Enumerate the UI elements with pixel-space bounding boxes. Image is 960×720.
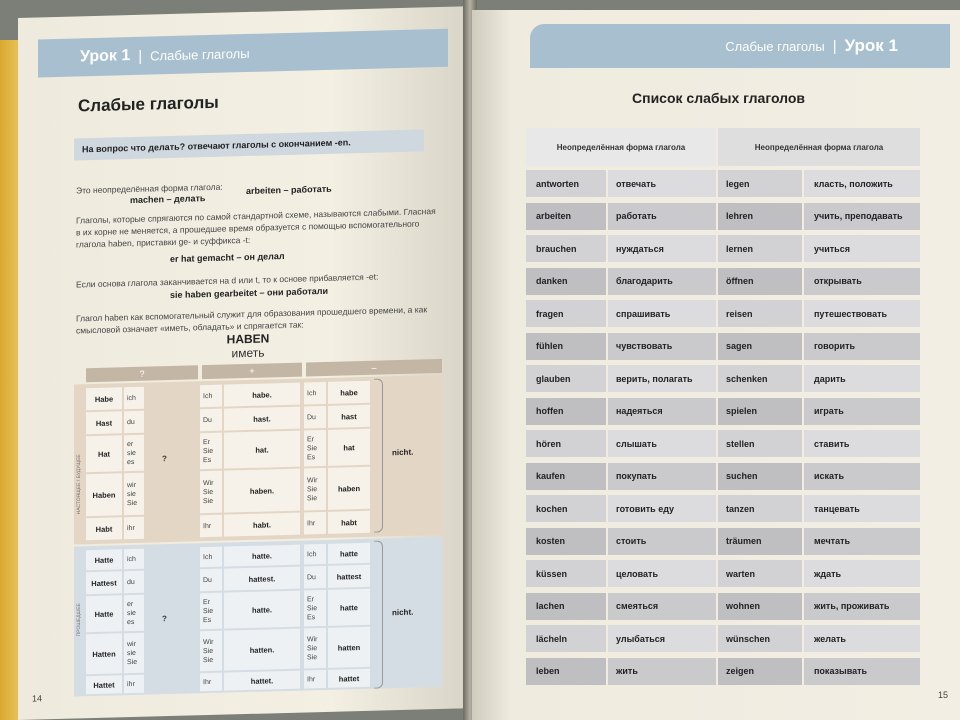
verb-german-2: spielen — [718, 398, 802, 425]
present-negative-pronoun: Ich — [304, 382, 326, 405]
verb-german: kosten — [526, 528, 606, 555]
verb-german: fragen — [526, 300, 606, 327]
past-positive-pronoun: Ich — [200, 547, 222, 568]
present-positive-pronoun: Er Sie Es — [200, 433, 222, 470]
example-machen: machen – делать — [130, 193, 206, 206]
past-question-verb: Hatte — [86, 549, 122, 570]
verb-russian: надеяться — [608, 398, 716, 425]
page-title: Слабые глаголы — [78, 92, 219, 116]
verb-russian: нуждаться — [608, 235, 716, 262]
past-positive-verb: hattet. — [224, 671, 300, 691]
paragraph-3: Если основа глагола заканчивается на d или t, то к основе прибавляется -et: — [76, 271, 379, 290]
present-question-verb: Hat — [86, 435, 122, 472]
past-brace — [374, 540, 383, 688]
present-negative-verb: habt — [328, 511, 370, 534]
verb-german: kochen — [526, 495, 606, 522]
past-question-pronoun: ich — [124, 549, 144, 570]
present-question-mark: ? — [162, 454, 167, 464]
verb-russian-2: дарить — [804, 365, 920, 392]
paragraph-4: Глагол haben как вспомогательный служит для образования прошедшего времени, а как смысловой означает «иметь, обладать» и спрягается так: — [76, 304, 428, 336]
verb-russian: отвечать — [608, 170, 716, 197]
table-row — [526, 365, 920, 392]
past-label: ПРОШЕДШЕЕ — [76, 603, 82, 637]
verb-german-2: zeigen — [718, 658, 802, 685]
past-positive-pronoun: Ihr — [200, 673, 222, 692]
past-question-pronoun: er sie es — [124, 595, 144, 632]
present-negative-pronoun: Er Sie Es — [304, 430, 326, 467]
verb-german-2: tanzen — [718, 495, 802, 522]
header-question: ? — [86, 365, 198, 382]
topic-label: Слабые глаголы — [725, 38, 825, 54]
table-row — [526, 398, 920, 425]
verb-russian-2: искать — [804, 463, 920, 490]
past-section — [74, 537, 442, 697]
verb-russian: смеяться — [608, 593, 716, 620]
past-negative-pronoun: Du — [304, 566, 326, 589]
past-positive-verb: hatten. — [224, 629, 300, 671]
table-row — [526, 268, 920, 295]
left-page — [18, 6, 468, 720]
past-question-verb: Hatte — [86, 595, 122, 632]
verb-german-2: schenken — [718, 365, 802, 392]
table-row — [526, 333, 920, 360]
verb-german: fühlen — [526, 333, 606, 360]
table-row — [526, 528, 920, 555]
left-banner — [38, 29, 448, 78]
verb-german: glauben — [526, 365, 606, 392]
verb-german-2: stellen — [718, 430, 802, 457]
verb-russian-2: ставить — [804, 430, 920, 457]
present-question-verb: Haben — [86, 473, 122, 516]
example-arbeiten: arbeiten – работать — [246, 183, 332, 197]
past-positive-pronoun: Wir Sie Sie — [200, 631, 222, 672]
verb-russian: работать — [608, 203, 716, 230]
verb-german-2: lehren — [718, 203, 802, 230]
present-positive-verb: hast. — [224, 407, 300, 431]
present-positive-verb: hat. — [224, 431, 300, 469]
verb-russian-2: класть, положить — [804, 170, 920, 197]
past-positive-pronoun: Er Sie Es — [200, 593, 222, 630]
paragraph-1: Это неопределённая форма глагола: — [76, 181, 223, 196]
verb-german: brauchen — [526, 235, 606, 262]
past-question-verb: Hatten — [86, 633, 122, 674]
verb-russian-2: открывать — [804, 268, 920, 295]
book-cover-edge — [0, 40, 20, 720]
verb-russian: стоить — [608, 528, 716, 555]
haben-heading — [208, 331, 288, 361]
table-row — [526, 463, 920, 490]
verb-german: hoffen — [526, 398, 606, 425]
past-negative-pronoun: Ihr — [304, 670, 326, 689]
verb-russian-2: учиться — [804, 235, 920, 262]
present-question-verb: Habt — [86, 517, 122, 540]
lesson-label: Урок 1 — [80, 47, 131, 66]
past-positive-verb: hatte. — [224, 545, 300, 567]
present-brace — [374, 378, 383, 532]
present-negative-verb: hat — [328, 429, 370, 466]
table-row — [526, 203, 920, 230]
page-number-right: 15 — [938, 690, 949, 700]
past-negative-verb: hattet — [328, 669, 370, 688]
verb-russian-2: говорить — [804, 333, 920, 360]
past-question-verb: Hattet — [86, 675, 122, 694]
present-positive-pronoun: Ich — [200, 385, 222, 408]
list-title: Список слабых глаголов — [632, 90, 806, 106]
verb-russian: покупать — [608, 463, 716, 490]
verb-russian-2: путешествовать — [804, 300, 920, 327]
past-negative-verb: hatte — [328, 589, 370, 626]
header-infinitive-1: Неопределённая форма глагола — [526, 128, 716, 166]
verb-russian-2: танцевать — [804, 495, 920, 522]
past-question-mark: ? — [162, 614, 167, 624]
past-question-pronoun: wir sie Sie — [124, 633, 144, 674]
header-positive: + — [202, 363, 302, 380]
past-question-verb: Hattest — [86, 571, 122, 594]
verb-russian: спрашивать — [608, 300, 716, 327]
present-question-verb: Habe — [86, 387, 122, 410]
present-nicht: nicht. — [392, 447, 414, 458]
past-negative-verb: hattest — [328, 565, 370, 588]
verb-german: lächeln — [526, 625, 606, 652]
verb-german: lachen — [526, 593, 606, 620]
example-gemacht: er hat gemacht – он делал — [170, 251, 285, 265]
past-question-pronoun: ihr — [124, 675, 144, 694]
present-positive-pronoun: Ihr — [200, 515, 222, 538]
verb-german-2: reisen — [718, 300, 802, 327]
verb-russian-2: играть — [804, 398, 920, 425]
present-positive-verb: habt. — [224, 513, 300, 537]
present-label: НАСТОЯЩЕЕ / БУДУЩЕЕ — [76, 454, 82, 515]
verb-russian: благодарить — [608, 268, 716, 295]
header-negative: – — [306, 359, 442, 377]
present-question-pronoun: du — [124, 411, 144, 434]
verb-german: danken — [526, 268, 606, 295]
present-negative-verb: haben — [328, 467, 370, 510]
present-positive-verb: haben. — [224, 469, 300, 513]
verb-german-2: wohnen — [718, 593, 802, 620]
table-row — [526, 495, 920, 522]
present-negative-pronoun: Ihr — [304, 512, 326, 535]
haben-title: HABEN — [226, 331, 270, 347]
past-negative-pronoun: Wir Sie Sie — [304, 628, 326, 669]
verb-russian: целовать — [608, 560, 716, 587]
present-question-pronoun: ihr — [124, 517, 144, 540]
verb-german-2: legen — [718, 170, 802, 197]
present-positive-verb: habe. — [224, 383, 300, 407]
verb-russian-2: желать — [804, 625, 920, 652]
verb-german: arbeiten — [526, 203, 606, 230]
right-page — [472, 10, 960, 720]
present-negative-verb: habe — [328, 381, 370, 404]
paragraph-2: Глаголы, которые спрягаются по самой стандартной схеме, называются слабыми. Гласная в их корне не меняется, а прошедшее время образуется с помощью вспомогательного глагола haben, приставки ge- и суффикса -t: — [76, 206, 436, 250]
present-positive-pronoun: Du — [200, 409, 222, 432]
header-infinitive-2: Неопределённая форма глагола — [718, 128, 920, 166]
past-negative-verb: hatten — [328, 627, 370, 668]
present-negative-pronoun: Wir Sie Sie — [304, 468, 326, 511]
past-question-pronoun: du — [124, 571, 144, 594]
verb-russian: жить — [608, 658, 716, 685]
present-question-pronoun: er sie es — [124, 435, 144, 472]
past-negative-verb: hatte — [328, 543, 370, 564]
right-banner — [530, 24, 950, 68]
verb-german: küssen — [526, 560, 606, 587]
verb-russian: улыбаться — [608, 625, 716, 652]
example-gearbeitet: sie haben gearbeitet – они работали — [170, 285, 329, 301]
verb-german: leben — [526, 658, 606, 685]
verb-russian-2: жить, проживать — [804, 593, 920, 620]
page-number-left: 14 — [32, 693, 43, 704]
verb-russian: слышать — [608, 430, 716, 457]
past-nicht: nicht. — [392, 607, 414, 618]
topic-label: Слабые глаголы — [150, 45, 250, 64]
past-negative-pronoun: Ich — [304, 544, 326, 565]
table-row — [526, 560, 920, 587]
verb-german-2: warten — [718, 560, 802, 587]
table-row — [526, 625, 920, 652]
haben-translation: иметь — [231, 345, 265, 361]
verb-russian: готовить еду — [608, 495, 716, 522]
verb-german: kaufen — [526, 463, 606, 490]
table-row — [526, 658, 920, 685]
verb-german: hören — [526, 430, 606, 457]
verb-german-2: wünschen — [718, 625, 802, 652]
haben-conjugation-table — [74, 359, 442, 699]
banner-separator: | — [832, 37, 837, 55]
verb-russian-2: учить, преподавать — [804, 203, 920, 230]
lesson-label: Урок 1 — [844, 36, 898, 55]
present-question-pronoun: wir sie Sie — [124, 473, 144, 516]
verb-russian-2: показывать — [804, 658, 920, 685]
banner-separator: | — [138, 47, 143, 65]
verb-german-2: sagen — [718, 333, 802, 360]
present-positive-pronoun: Wir Sie Sie — [200, 471, 222, 514]
past-positive-pronoun: Du — [200, 569, 222, 592]
verb-german: antworten — [526, 170, 606, 197]
verb-german-2: suchen — [718, 463, 802, 490]
present-question-pronoun: ich — [124, 387, 144, 410]
question-box: На вопрос что делать? отвечают глаголы с окончанием -en. — [74, 129, 424, 160]
present-negative-pronoun: Du — [304, 406, 326, 429]
present-section — [74, 375, 442, 545]
verb-russian: чувствовать — [608, 333, 716, 360]
verb-german-2: träumen — [718, 528, 802, 555]
present-negative-verb: hast — [328, 405, 370, 428]
past-negative-pronoun: Er Sie Es — [304, 590, 326, 627]
verb-german-2: öffnen — [718, 268, 802, 295]
verb-russian-2: ждать — [804, 560, 920, 587]
past-positive-verb: hatte. — [224, 591, 300, 629]
table-row — [526, 430, 920, 457]
table-row — [526, 593, 920, 620]
past-positive-verb: hattest. — [224, 567, 300, 591]
present-question-verb: Hast — [86, 411, 122, 434]
verb-russian: верить, полагать — [608, 365, 716, 392]
table-row — [526, 300, 920, 327]
table-row — [526, 235, 920, 262]
verb-german-2: lernen — [718, 235, 802, 262]
verb-russian-2: мечтать — [804, 528, 920, 555]
table-row — [526, 170, 920, 197]
